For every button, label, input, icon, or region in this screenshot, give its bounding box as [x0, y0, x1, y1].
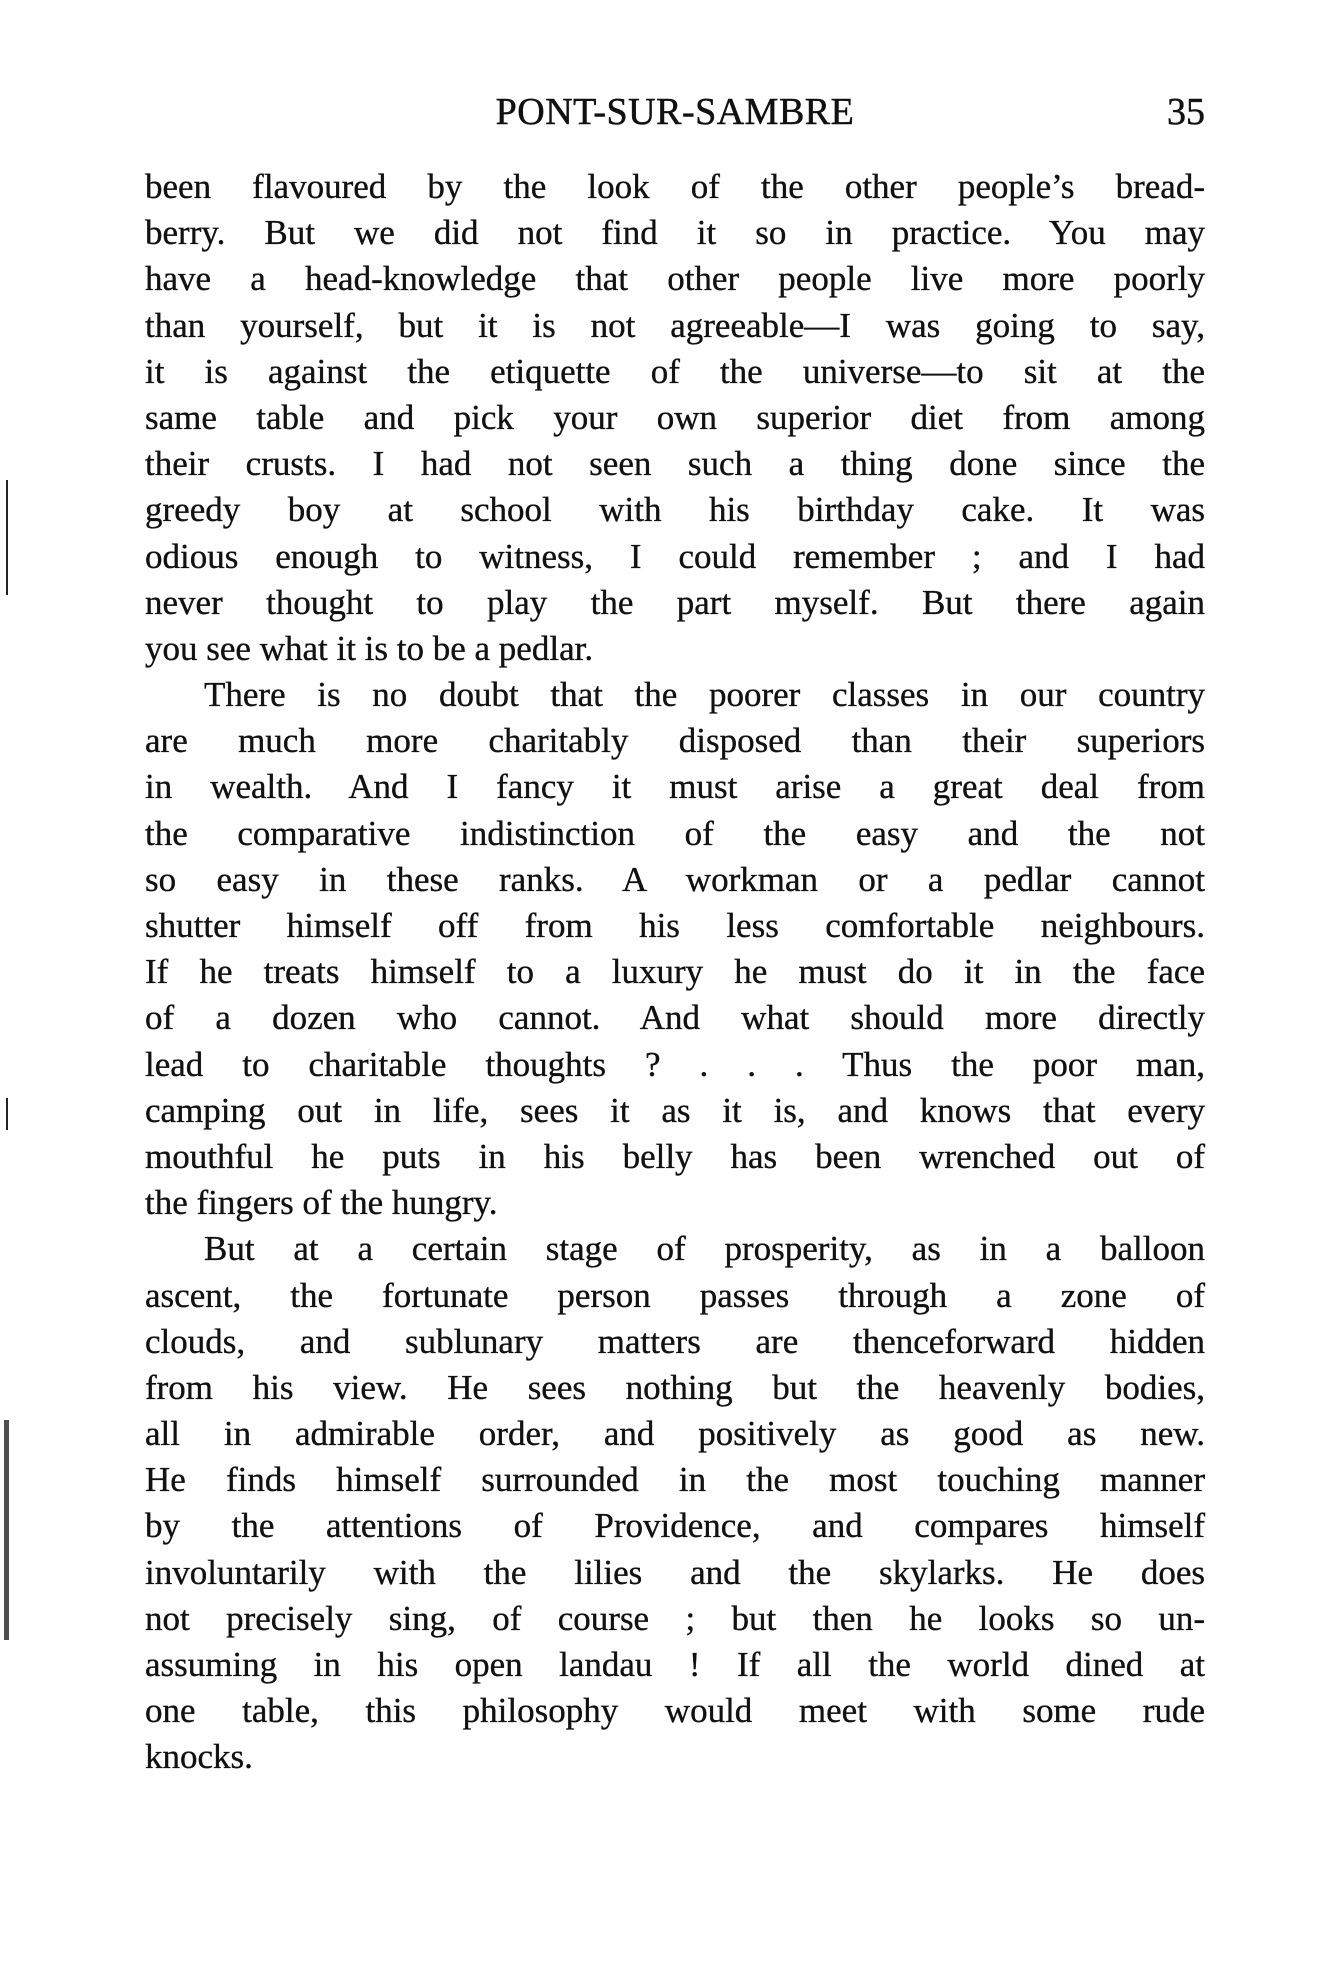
text-line: mouthful he puts in his belly has been wrenched out of	[145, 1136, 1205, 1176]
running-header	[145, 90, 1205, 138]
text-line: involuntarily with the lilies and the skylarks. He does	[145, 1552, 1205, 1592]
text-line: assuming in his open landau ! If all the world dined at	[145, 1645, 1205, 1684]
text-line: it is against the etiquette of the universe—to sit at the	[145, 351, 1205, 391]
page-body	[145, 164, 1205, 1781]
text-line: same table and pick your own superior diet from among	[145, 397, 1205, 437]
text-line: shutter himself off from his less comfortable neighbours.	[145, 906, 1205, 945]
text-line: been flavoured by the look of the other people’s bread-	[145, 167, 1205, 206]
text-line: the comparative indistinction of the easy and the not	[145, 813, 1205, 853]
text-line: greedy boy at school with his birthday cake. It was	[145, 490, 1205, 530]
text-line: berry. But we did not find it so in practice. You may	[145, 213, 1205, 253]
text-line: camping out in life, sees it as it is, and knows that every	[145, 1090, 1205, 1130]
text-line: you see what it is to be a pedlar.	[145, 628, 594, 668]
chapter-title: PONT-SUR-SAMBRE	[495, 91, 855, 133]
text-line: ascent, the fortunate person passes through a zone of	[145, 1275, 1205, 1315]
text-line: so easy in these ranks. A workman or a pedlar cannot	[145, 859, 1205, 899]
text-line: He finds himself surrounded in the most touching manner	[145, 1460, 1205, 1500]
margin-scan-mark	[6, 1098, 8, 1130]
text-line: in wealth. And I fancy it must arise a great deal from	[145, 767, 1205, 807]
text-line: odious enough to witness, I could remember ; and I had	[145, 536, 1205, 576]
text-line: of a dozen who cannot. And what should more directly	[145, 998, 1205, 1038]
text-line: the fingers of the hungry.	[145, 1183, 498, 1223]
text-line: are much more charitably disposed than their superiors	[145, 721, 1205, 761]
text-line: But at a certain stage of prosperity, as in a balloon	[204, 1229, 1205, 1269]
margin-scan-mark	[6, 480, 8, 595]
text-line: never thought to play the part myself. But there again	[145, 582, 1205, 622]
text-line: their crusts. I had not seen such a thing done since the	[145, 444, 1205, 484]
text-line: clouds, and sublunary matters are thenceforward hidden	[145, 1321, 1205, 1361]
text-line: knocks.	[145, 1737, 253, 1777]
text-line: not precisely sing, of course ; but then he looks so un-	[145, 1598, 1205, 1638]
text-line: than yourself, but it is not agreeable—I was going to say,	[145, 305, 1205, 345]
text-line: all in admirable order, and positively as good as new.	[145, 1414, 1205, 1454]
margin-scan-mark	[4, 1420, 9, 1640]
paragraph	[145, 164, 1205, 672]
text-line: by the attentions of Providence, and compares himself	[145, 1506, 1205, 1546]
paragraph	[145, 672, 1205, 1226]
page-number: 35	[1167, 91, 1205, 133]
text-line: one table, this philosophy would meet with some rude	[145, 1691, 1205, 1731]
text-line: lead to charitable thoughts ? . . . Thus the poor man,	[145, 1044, 1205, 1084]
text-line: from his view. He sees nothing but the heavenly bodies,	[145, 1367, 1205, 1407]
text-line: If he treats himself to a luxury he must do it in the face	[145, 952, 1205, 992]
text-line: have a head-knowledge that other people live more poorly	[145, 259, 1205, 299]
paragraph	[145, 1226, 1205, 1780]
text-line: There is no doubt that the poorer classes in our country	[204, 675, 1205, 715]
